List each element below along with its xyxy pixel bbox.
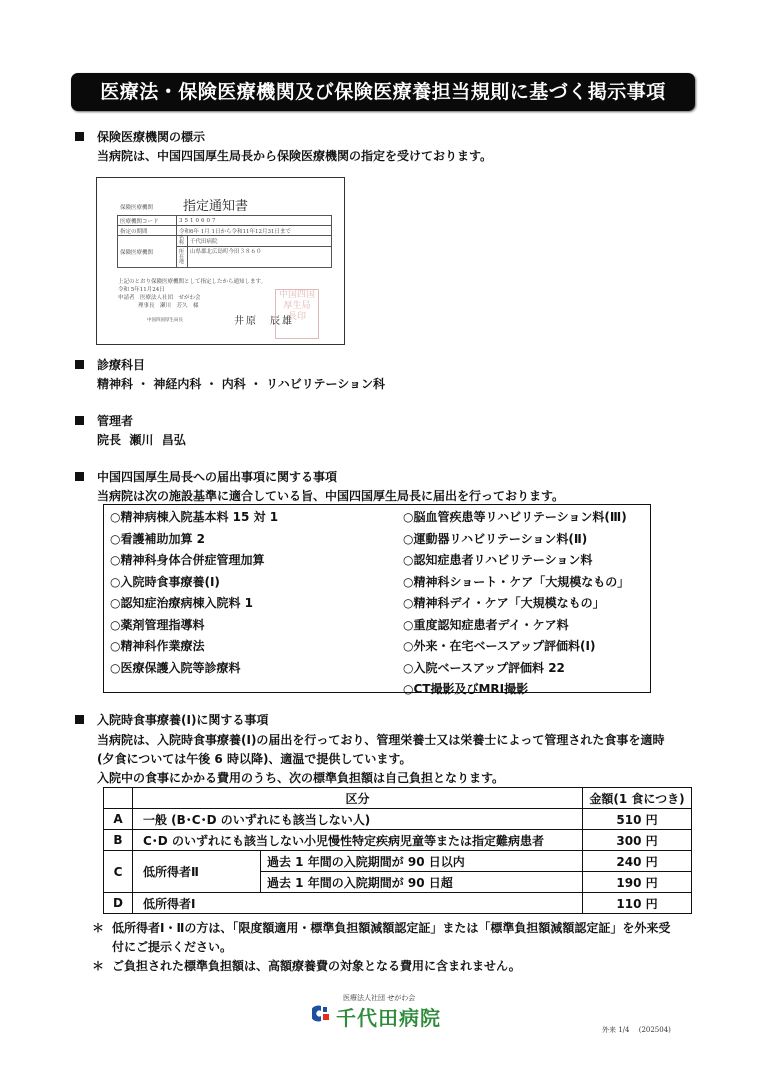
cert-office: 中国四国厚生局長 (147, 318, 183, 323)
designation-certificate-image (96, 177, 345, 345)
header-category: 区分 (133, 788, 583, 809)
heading-text: 保険医療機関の標示 (97, 130, 206, 144)
note-1 (92, 921, 670, 954)
header-amount: 金額(1 食につき) (583, 788, 692, 809)
meal-fee-table (103, 787, 692, 914)
facility-item: ○運動器リハビリテーション料(Ⅱ) (403, 531, 588, 546)
square-bullet-icon (75, 416, 84, 425)
facility-item: ○入院ベースアップ評価料 22 (403, 660, 565, 675)
section-heading-departments (75, 358, 145, 372)
facility-item: ○薬剤管理指導料 (110, 617, 205, 632)
cert-address: 山県郡北広島町今田３８６０ (188, 247, 332, 268)
org-name: 医療法人社団 せがわ会 (343, 994, 416, 1002)
header-code (104, 788, 133, 809)
heading-text: 入院時食事療養(Ⅰ)に関する事項 (97, 713, 269, 727)
asterisk-icon: ＊ (92, 959, 105, 973)
facility-item: ○認知症患者リハビリテーション料 (403, 553, 593, 567)
facility-item: ○看護補助加算 2 (110, 531, 205, 546)
row-code: A (104, 809, 133, 830)
heading-text: 管理者 (97, 414, 134, 428)
note-text: 付にご提示ください。 (112, 940, 233, 954)
row-code: D (104, 893, 133, 914)
square-bullet-icon (75, 715, 84, 724)
meals-text-1: 当病院は、入院時食事療養(Ⅰ)の届出を行っており、管理栄養士又は栄養士によって管理された食事を適時 (97, 733, 665, 747)
square-bullet-icon (75, 132, 84, 141)
official-stamp-icon: 中国四国 厚生局 長印 (275, 289, 319, 339)
square-bullet-icon (75, 360, 84, 369)
row-amount: 300 円 (583, 830, 692, 851)
row-desc: 低所得者Ⅰ (133, 893, 583, 914)
facility-item: ○精神科デイ・ケア「大規模なもの」 (403, 596, 605, 610)
cert-table (117, 215, 332, 268)
facility-item: ○CT撮影及びMRI撮影 (403, 682, 529, 696)
facility-list-right (403, 507, 629, 701)
section-heading-designation (75, 130, 205, 144)
page-title: 医療法・保険医療機関及び保険医療養担当規則に基づく掲示事項 (71, 73, 695, 111)
table-row (104, 851, 692, 872)
row-amount: 190 円 (583, 872, 692, 893)
page-footer: 外来 1/4 (202504) (602, 1026, 671, 1034)
row-code: B (104, 830, 133, 851)
facility-item: ○精神科ショート・ケア「大規模なもの」 (403, 574, 630, 589)
facility-item: ○外来・在宅ベースアップ評価料(Ⅰ) (403, 639, 596, 653)
hospital-name-logo: 千代田病院 (336, 1006, 441, 1030)
section-heading-manager (75, 414, 133, 428)
cert-period-label: 指定の期間 (118, 226, 177, 236)
facility-list-left (110, 507, 278, 679)
cert-applicant: 申請者 医療法人社団 せがわ会 (118, 295, 201, 301)
section-heading-notifications (75, 470, 337, 484)
designation-text: 当病院は、中国四国厚生局長から保険医療機関の指定を受けております。 (97, 149, 493, 163)
meals-text-3: 入院中の食事にかかる費用のうち、次の標準負担額は自己負担となります。 (97, 771, 505, 785)
heading-text: 中国四国厚生局長への届出事項に関する事項 (97, 470, 338, 484)
cert-code: 3510607 (177, 216, 332, 226)
cert-code-label: 医療機関コード (118, 216, 177, 226)
table-row (104, 893, 692, 914)
row-desc: 低所得者Ⅱ (133, 851, 261, 893)
row-subdesc: 過去 1 年間の入院期間が 90 日以内 (261, 851, 583, 872)
note-text: ご負担された標準負担額は、高額療養費の対象となる費用に含まれません。 (112, 959, 521, 973)
cert-name: 千代田病院 (188, 236, 332, 247)
cert-label: 保険医療機関 (120, 205, 154, 211)
cert-body (118, 278, 266, 310)
facility-item: ○重度認知症患者デイ・ケア料 (403, 617, 569, 632)
square-bullet-icon (75, 472, 84, 481)
cert-date: 令和 5年11月24日 (118, 287, 165, 293)
cert-name-label: 名称 (177, 236, 188, 247)
section-heading-meals (75, 713, 268, 727)
heading-text: 診療科目 (97, 358, 146, 372)
table-row (104, 809, 692, 830)
departments-text: 精神科 ・ 神経内科 ・ 内科 ・ リハビリテーション科 (97, 377, 385, 391)
manager-text: 院長 瀬川 昌弘 (97, 433, 186, 447)
asterisk-icon: ＊ (92, 921, 105, 935)
note-text: 低所得者Ⅰ・Ⅱの方は、「限度額適用・標準負担額減額認定証」または「標準負担額減額認定証」を外来受 (112, 921, 671, 935)
cert-org-label: 保険医療機関 (118, 236, 177, 268)
facility-item: ○精神科作業療法 (110, 639, 205, 653)
cert-title: 指定通知書 (183, 199, 249, 214)
row-amount: 110 円 (583, 893, 692, 914)
row-subdesc: 過去 1 年間の入院期間が 90 日超 (261, 872, 583, 893)
table-header-row (104, 788, 692, 809)
cert-line: 上記のとおり保険医療機関として指定したから通知します。 (118, 279, 267, 285)
meals-text-2: (夕食については午後 6 時以降)、適温で提供しています。 (97, 752, 412, 766)
row-desc: C･D のいずれにも該当しない小児慢性特定疾病児童等または指定難病患者 (133, 830, 583, 851)
facility-item: ○精神科身体合併症管理加算 (110, 553, 265, 567)
note-2 (92, 959, 521, 973)
facility-item: ○精神病棟入院基本料 15 対 1 (110, 510, 279, 524)
row-amount: 510 円 (583, 809, 692, 830)
facility-item: ○入院時食事療養(Ⅰ) (110, 574, 220, 589)
facility-item: ○医療保護入院等診療料 (110, 660, 241, 675)
row-code: C (104, 851, 133, 893)
table-row (104, 830, 692, 851)
row-amount: 240 円 (583, 851, 692, 872)
cert-period: 令和6年 1月 1日から令和11年12月31日まで (177, 226, 332, 236)
cert-director: 理事長 瀬川 芳久 様 (138, 303, 199, 309)
facility-standards-box (103, 504, 651, 696)
facility-item: ○認知症治療病棟入院料 1 (110, 596, 253, 610)
facility-item: ○脳血管疾患等リハビリテーション料(Ⅲ) (403, 510, 627, 524)
notifications-text: 当病院は次の施設基準に適合している旨、中国四国厚生局長に届出を行っております。 (97, 489, 565, 503)
row-desc: 一般 (B･C･D のいずれにも該当しない人) (133, 809, 583, 830)
hospital-logo-icon (312, 1005, 332, 1022)
cert-address-label: 所在地 (177, 247, 188, 268)
cert-signer: 井原 辰雄 (234, 316, 294, 327)
